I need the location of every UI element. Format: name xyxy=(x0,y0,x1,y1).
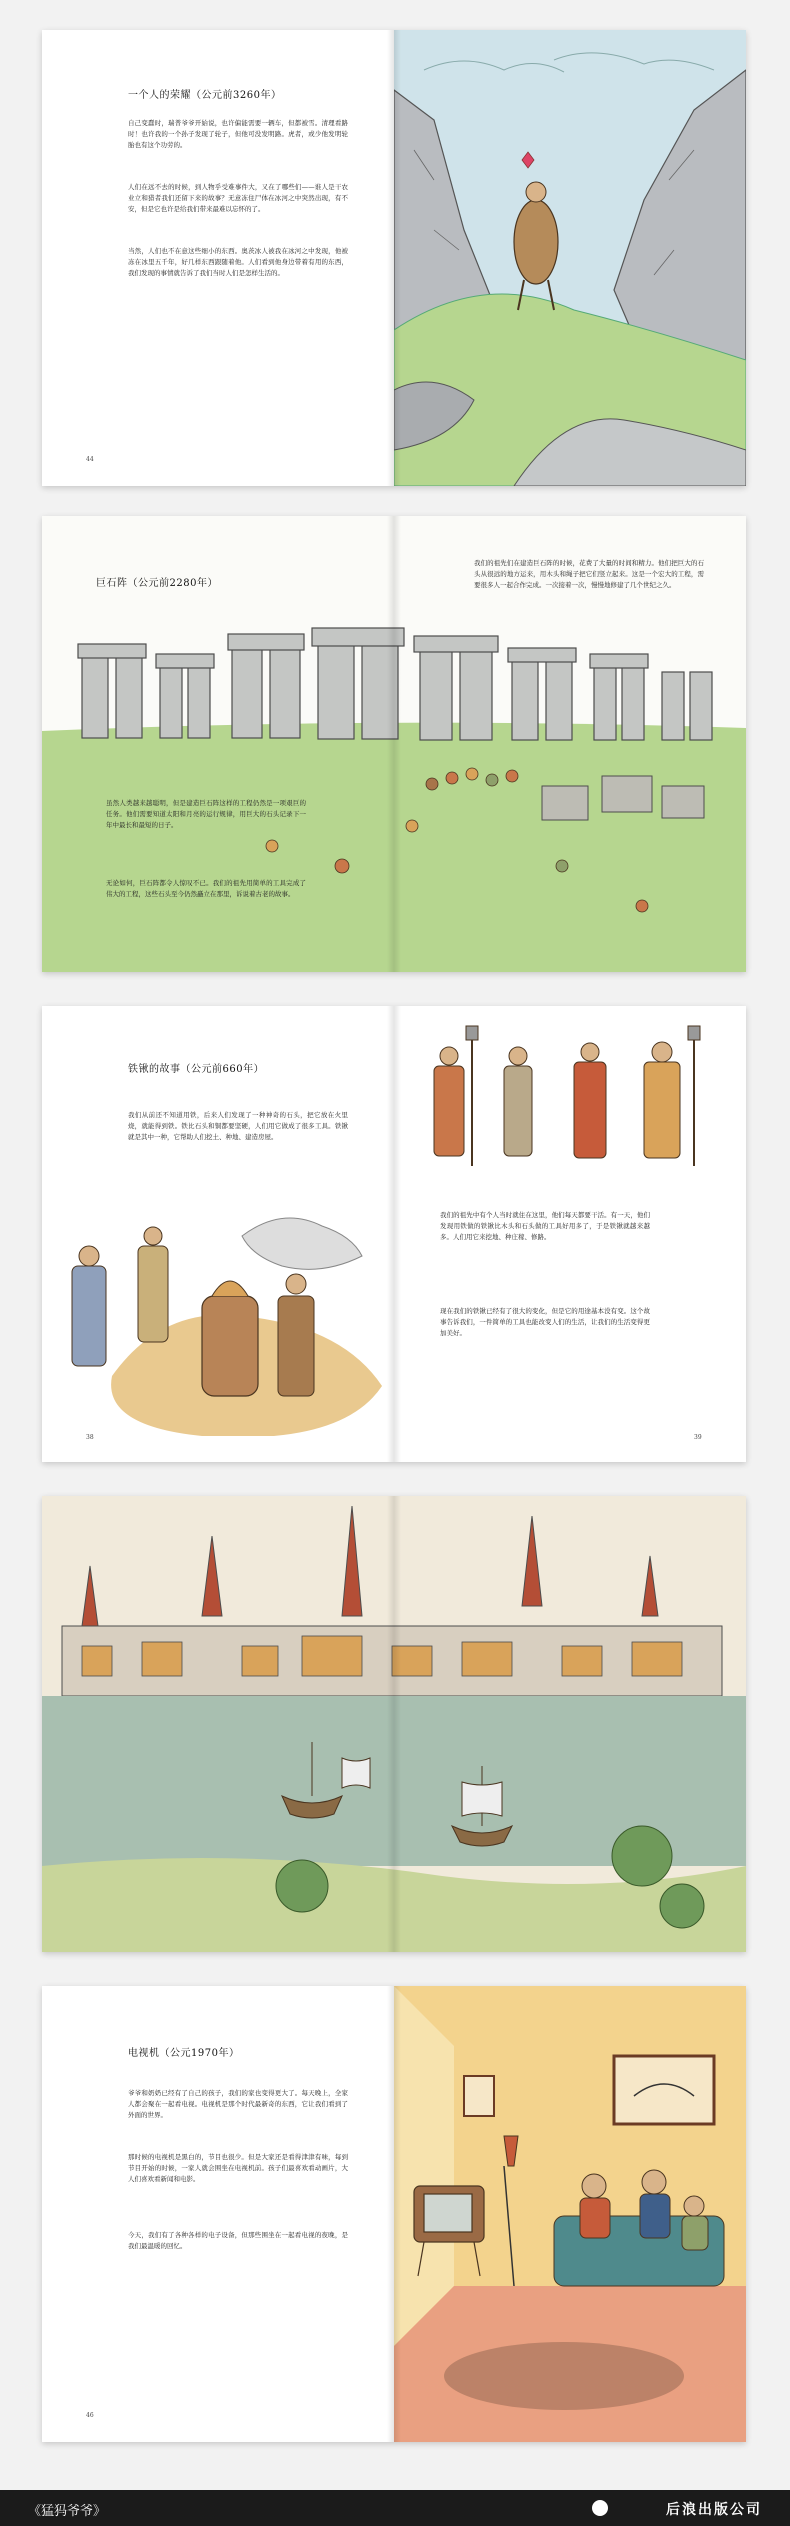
page-heading: 一个人的荣耀（公元前3260年） xyxy=(128,90,282,101)
paragraph: 现在我们的铁锹已经有了很大的变化，但是它的用途基本没有变。这个故事告诉我们，一件简单的工具也能改变人们的生活，让我们的生活变得更加美好。 xyxy=(440,1307,650,1337)
paragraph: 当然，人们也不在意这些细小的东西。奥茨冰人被我在冰河之中发现，他被冻在冰里五千年，好几样东西跟随着他。人们看到他身边带着有用的东西，我们发现的事情就告诉了我们当时人们是怎样生活的。 xyxy=(128,247,348,277)
page-38 xyxy=(42,1006,394,1462)
spread-4 xyxy=(42,1496,746,1952)
publisher-logo-icon xyxy=(592,2500,608,2516)
spread-1 xyxy=(42,30,746,486)
paragraph: 爷爷和奶奶已经有了自己的孩子，我们的家也变得更大了。每天晚上，全家人都会聚在一起看电视。电视机是那个时代最新奇的东西，它让我们看到了外面的世界。 xyxy=(128,2089,348,2119)
page-46 xyxy=(42,1986,394,2442)
footer-bar xyxy=(0,2490,790,2526)
page-heading: 铁锹的故事（公元前660年） xyxy=(128,1064,265,1075)
paragraph: 今天，我们有了各种各样的电子设备，但那些围坐在一起看电视的夜晚，是我们最温暖的回忆。 xyxy=(128,2231,348,2250)
paragraph: 我们从前还不知道用铁，后来人们发现了一种神奇的石头，把它放在火里烧，就能得到铁。铁比石头和铜都要坚硬，人们用它做成了很多工具。铁锹就是其中一种，它帮助人们挖土、种地、建造房屋。 xyxy=(128,1111,348,1141)
page-number: 46 xyxy=(86,2412,94,2419)
page-number: 39 xyxy=(694,1434,702,1441)
paragraph: 那时候的电视机是黑白的，节目也很少。但是大家还是看得津津有味，每到节目开始的时候，一家人就会围坐在电视机前。孩子们最喜欢看动画片，大人们喜欢看新闻和电影。 xyxy=(128,2153,348,2183)
paragraph: 无论如何，巨石阵都令人惊叹不已。我们的祖先用简单的工具完成了伟大的工程，这些石头至今仍然矗立在那里，诉说着古老的故事。 xyxy=(106,879,306,898)
harbor-city-illustration xyxy=(42,1496,746,1952)
mountain-illustration xyxy=(394,30,746,486)
spread-5 xyxy=(42,1986,746,2442)
page-heading: 巨石阵（公元前2280年） xyxy=(96,578,218,589)
spread-3 xyxy=(42,1006,746,1462)
page-number: 38 xyxy=(86,1434,94,1441)
paragraph: 我们的祖先们在建造巨石阵的时候，花费了大量的时间和精力。他们把巨大的石头从很远的地方运来，用木头和绳子把它们竖立起来。这是一个宏大的工程，需要很多人一起合作完成。一次接着一次，慢慢地修建了几个世纪之久。 xyxy=(474,559,704,589)
page-number: 44 xyxy=(86,456,94,463)
spread-2 xyxy=(42,516,746,972)
page-heading: 电视机（公元1970年） xyxy=(128,2048,240,2059)
paragraph: 自己变蠢时，瑞普爷爷开始说，也许偏能需要一辆车，但都被雪。清理看路时！也许我的一个孙子发现了轮子，但他可没发明路。虎者，或少他发明轮胎也有这个功劳的。 xyxy=(128,119,348,149)
book-title: 《猛犸爷爷》 xyxy=(28,2504,107,2519)
spade-men-illustration xyxy=(394,1006,746,1176)
iron-smelting-illustration xyxy=(42,1196,394,1436)
living-room-illustration xyxy=(394,1986,746,2442)
publisher-name: 后浪出版公司 xyxy=(666,2502,762,2518)
page-39 xyxy=(394,1006,746,1462)
page-44 xyxy=(42,30,394,486)
paragraph: 虽然人类越来越聪明，但是建造巨石阵这样的工程仍然是一项艰巨的任务。他们需要知道太阳和月亮的运行规律，用巨大的石头记录下一年中最长和最短的日子。 xyxy=(106,799,306,829)
paragraph: 人们在远不去的时候，到人物乎受难事件大，又在了哪些们——谁人是干农业立和猎者我们还留下来的故事？无意冻住尸体在冰河之中突然出现，有不安，但是它也许是给我们带来最难以忘怀的了。 xyxy=(128,183,348,213)
paragraph: 我们的祖先中有个人当时就住在这里，他们每天都要干活。有一天，他们发现用铁做的铁锹比木头和石头做的工具好用多了，于是铁锹就越来越多。人们用它来挖地、种庄稼、修路。 xyxy=(440,1211,650,1241)
